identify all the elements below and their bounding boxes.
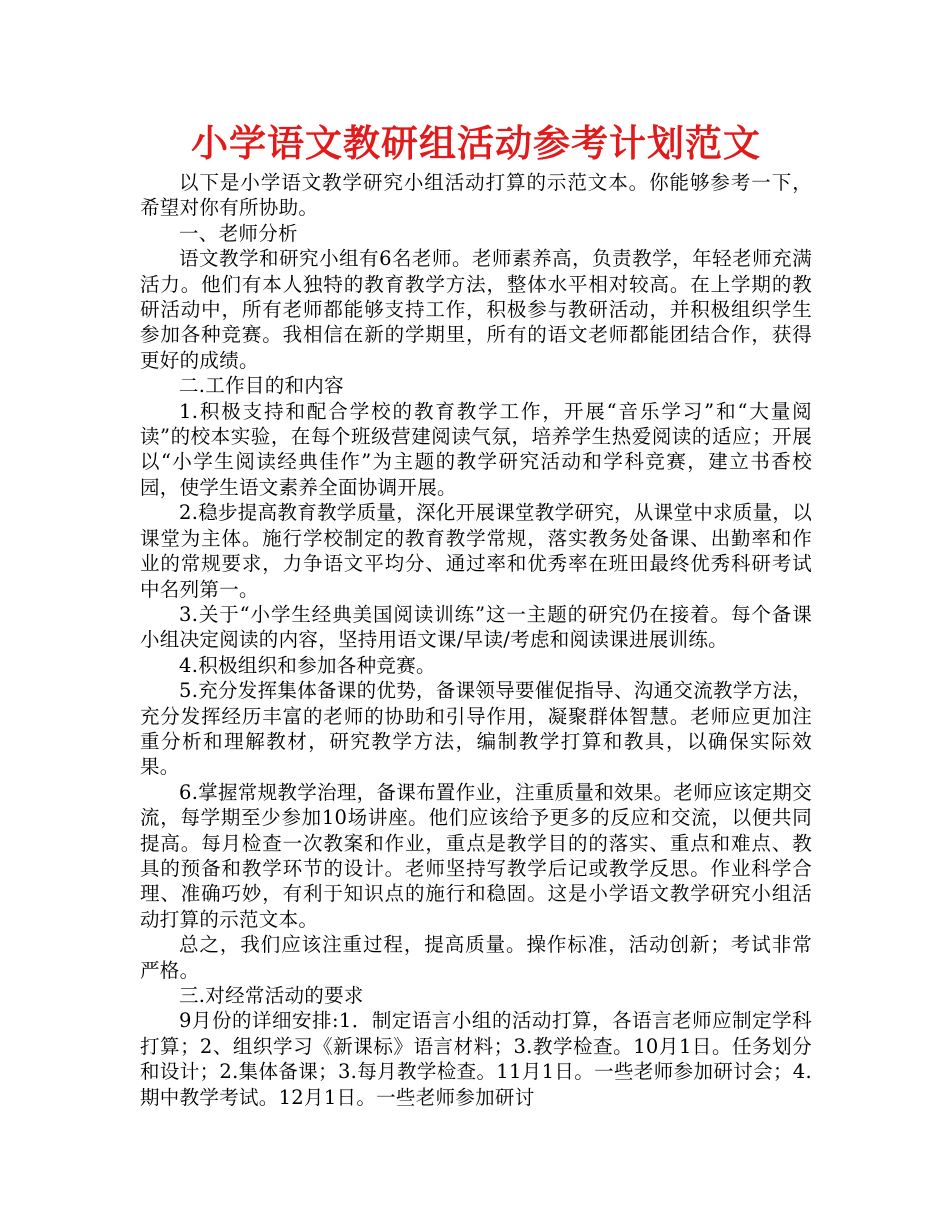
goal-item-4: 4.积极组织和参加各种竞赛。 [179,653,436,677]
schedule-paragraph: 9月份的详细安排:1．制定语言小组的活动打算，各语言老师应制定学科打算；2、组织学习《新课标》语言材料；3.教学检查。10月1日。任务划分和设计；2.集体备课；3.每月教学检查。11月1日。一些老师参加研讨会；4.期中教学考试。12月1日。一些老师参加研讨 [140,1009,812,1109]
section-heading-activities: 三.对经常活动的要求 [179,984,364,1007]
teacher-analysis-paragraph: 语文教学和研究小组有6名老师。老师素养高，负责教学，年轻老师充满活力。他们有本人独特的教育教学方法，整体水平相对较高。在上学期的教研活动中，所有老师都能够支持工作，积极参与教研活动，并积极组织学生参加各种竞赛。我相信在新的学期里，所有的语文老师都能团结合作，获得更好的成绩。 [140,247,812,372]
goal-item-5: 5.充分发挥集体备课的优势，备课领导要催促指导、沟通交流教学方法，充分发挥经历丰富的老师的协助和引导作用，凝聚群体智慧。老师应更加注重分析和理解教材，研究教学方法，编制教学打算和教具，以确保实际效果。 [140,679,813,779]
document-title: 小学语文教研组活动参考计划范文 [191,122,761,165]
goal-item-1: 1.积极支持和配合学校的教育教学工作，开展“音乐学习”和“大量阅读”的校本实验，在每个班级营建阅读气氛，培养学生热爱阅读的适应；开展以“小学生阅读经典佳作”为主题的教学研究活动和学科竞赛，建立书香校园，使学生语文素养全面协调开展。 [140,399,812,499]
goal-item-3: 3.关于“小学生经典美国阅读训练”这一主题的研究仍在接着。每个备课小组决定阅读的内容，坚持用语文课/早读/考虑和阅读课进展训练。 [140,602,812,652]
section-heading-teacher-analysis: 一、老师分析 [179,221,298,245]
summary-paragraph: 总之，我们应该注重过程，提高质量。操作标准，活动创新；考试非常严格。 [140,933,812,982]
goal-item-6: 6.掌握常规教学治理，备课布置作业，注重质量和效果。老师应该定期交流，每学期至少参加10场讲座。他们应该给予更多的反应和交流，以便共同提高。每月检查一次教案和作业，重点是教学目的的落实、重点和难点、教具的预备和教学环节的设计。老师坚持写教学后记或教学反思。作业科学合理、准确巧妙，有利于知识点的施行和稳固。这是小学语文教学研究小组活动打算的示范文本。 [140,780,813,931]
document-body [140,170,812,1110]
intro-paragraph: 以下是小学语文教学研究小组活动打算的示范文本。你能够参考一下，希望对你有所协助。 [140,171,812,220]
goal-item-2: 2.稳步提高教育教学质量，深化开展课堂教学研究，从课堂中求质量，以课堂为主体。施行学校制定的教育教学常规，落实教务处备课、出勤率和作业的常规要求，力争语文平均分、通过率和优秀率在班田最终优秀科研考试中名列第一。 [140,501,813,601]
document-page [140,118,812,1110]
section-heading-goals: 二.工作目的和内容 [179,374,344,398]
